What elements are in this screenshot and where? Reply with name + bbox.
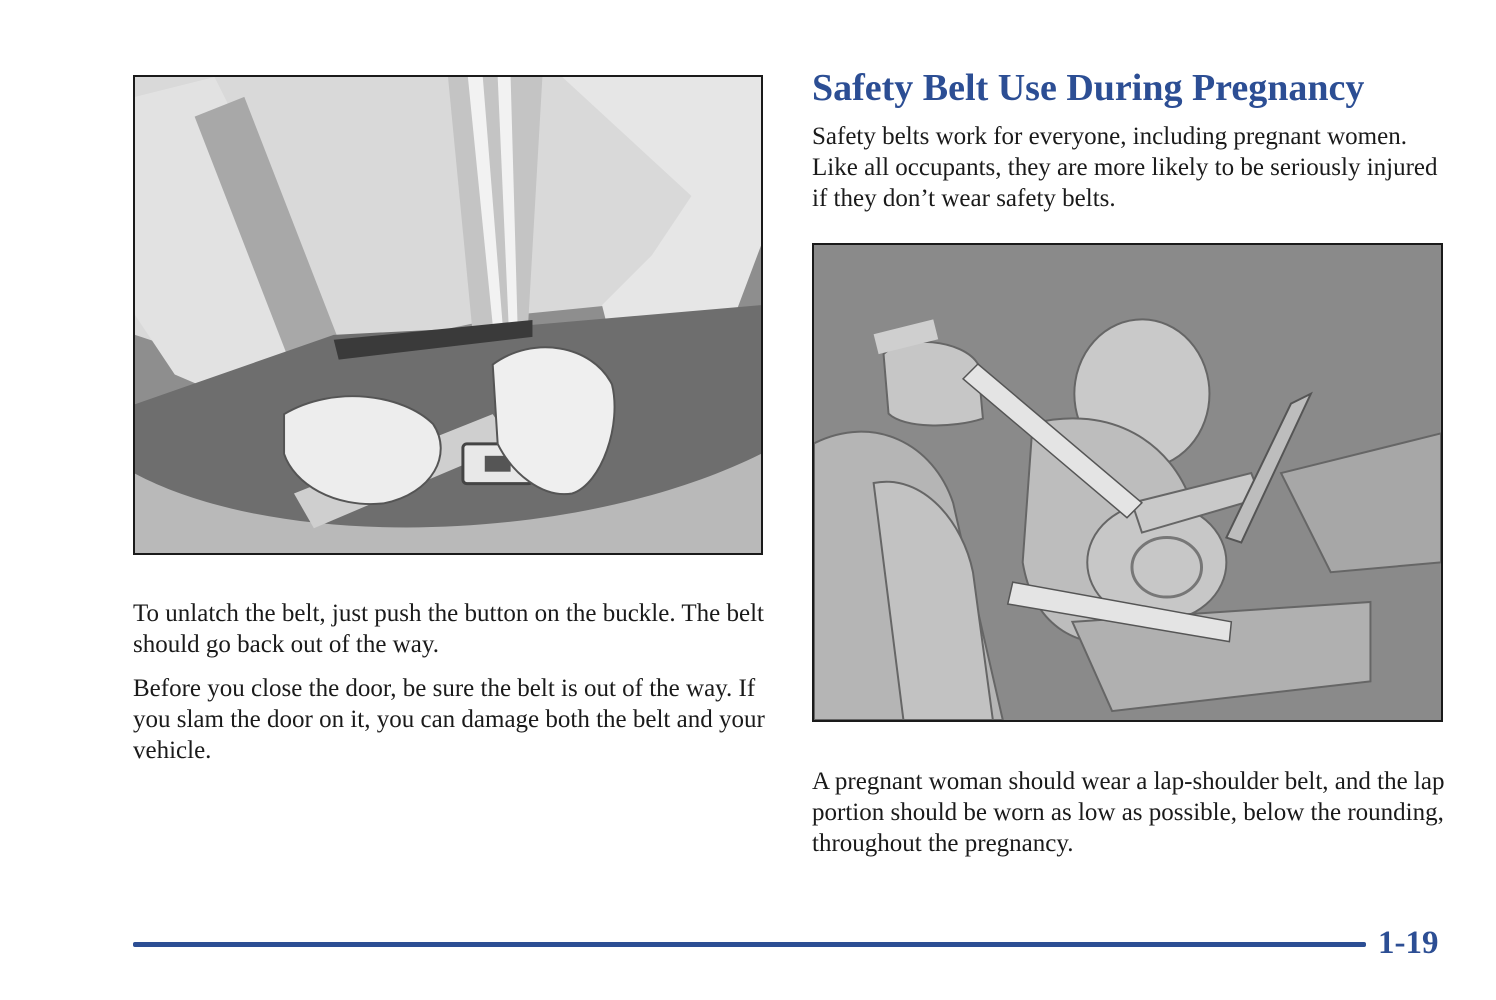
pregnant-occupant-illustration <box>812 243 1443 722</box>
footer-rule <box>133 942 1366 947</box>
intro-paragraph: Safety belts work for everyone, including pregnant women. Like all occupants, they are more likely to be seriously injured if they don’t wear safety belts. <box>812 123 1438 212</box>
page-number: 1-19 <box>1378 925 1439 961</box>
door-warning-text: Before you close the door, be sure the belt is out of the way. If you slam the door on it, you can damage both the belt and your vehicle. <box>133 675 765 764</box>
unlatching-belt-illustration <box>133 75 763 555</box>
unlatch-instruction-text: To unlatch the belt, just push the button on the buckle. The belt should go back out of the way. <box>133 600 765 658</box>
section-heading: Safety Belt Use During Pregnancy <box>812 67 1365 109</box>
pregnancy-belt-guidance-text: A pregnant woman should wear a lap-shoulder belt, and the lap portion should be worn as low as possible, below the rounding, throughout the pregnancy. <box>812 768 1445 857</box>
